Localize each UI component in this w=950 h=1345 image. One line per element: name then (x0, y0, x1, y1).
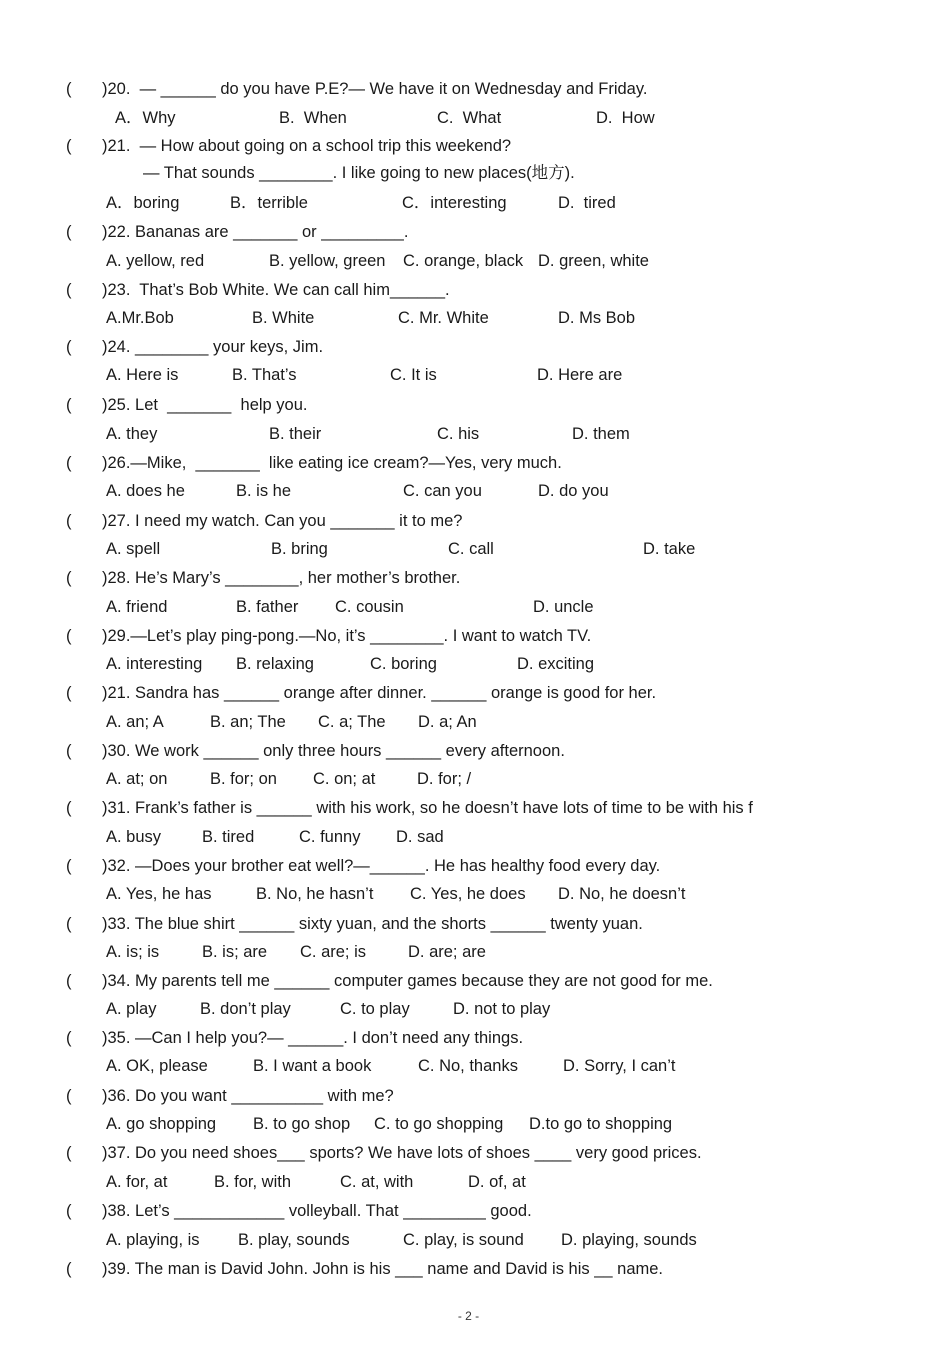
answer-bracket: ( (66, 281, 72, 299)
question-stem: )25. Let _______ help you. (102, 396, 308, 414)
option-b: B. is; are (202, 943, 268, 961)
answer-bracket: ( (66, 1260, 72, 1278)
question-34 (0, 970, 713, 992)
question-21-options (0, 192, 616, 214)
option-b: B. relaxing (236, 655, 314, 673)
question-20-options (0, 107, 655, 129)
option-b: B. tired (202, 828, 255, 846)
question-stem: )21. — How about going on a school trip this weekend? (102, 137, 512, 155)
option-c: C. his (437, 425, 480, 443)
option-c: C. at, with (340, 1173, 414, 1191)
answer-bracket: ( (66, 137, 72, 155)
option-a: A. does he (106, 482, 185, 500)
question-35 (0, 1027, 524, 1049)
option-a: A. Yes, he has (106, 885, 212, 903)
option-b: B. play, sounds (238, 1231, 350, 1249)
answer-bracket: ( (66, 338, 72, 356)
question-32-options (0, 883, 686, 905)
question-32 (0, 855, 661, 877)
question-35-options (0, 1055, 676, 1077)
option-d: D. are; are (408, 943, 486, 961)
question-stem: )30. We work ______ only three hours ______ every afternoon. (102, 742, 565, 760)
option-b: B. That’s (232, 366, 297, 384)
answer-bracket: ( (66, 1202, 72, 1220)
question-stem: )27. I need my watch. Can you _______ it to me? (102, 512, 463, 530)
option-a: A. an; A (106, 713, 164, 731)
answer-bracket: ( (66, 627, 72, 645)
option-c: C. play, is sound (403, 1231, 524, 1249)
option-c: C. funny (299, 828, 361, 846)
option-a: A. OK, please (106, 1057, 208, 1075)
question-stem: )29.—Let’s play ping-pong.—No, it’s ________. I want to watch TV. (102, 627, 592, 645)
option-a: A．boring (106, 194, 180, 212)
question-stem: )34. My parents tell me ______ computer games because they are not good for me. (102, 972, 713, 990)
question-28 (0, 567, 461, 589)
question-36 (0, 1085, 394, 1107)
answer-bracket: ( (66, 1029, 72, 1047)
option-b: B. an; The (210, 713, 286, 731)
option-c: C. boring (370, 655, 437, 673)
option-d: D. green, white (538, 252, 649, 270)
question-36-options (0, 1113, 673, 1135)
answer-bracket: ( (66, 742, 72, 760)
option-d: D. tired (558, 194, 616, 212)
option-a: A.Mr.Bob (106, 309, 174, 327)
option-b: B. No, he hasn’t (256, 885, 374, 903)
question-stem: )22. Bananas are _______ or _________. (102, 223, 409, 241)
question-31-options (0, 826, 444, 848)
answer-bracket: ( (66, 972, 72, 990)
question-stem: )38. Let’s ____________ volleyball. That _________ good. (102, 1202, 532, 1220)
question-stem: )33. The blue shirt ______ sixty yuan, and the shorts ______ twenty yuan. (102, 915, 643, 933)
option-a: A. spell (106, 540, 161, 558)
question-30 (0, 740, 565, 762)
option-b: B. don’t play (200, 1000, 291, 1018)
option-d: D. No, he doesn’t (558, 885, 686, 903)
option-d: D. do you (538, 482, 609, 500)
option-d: D. take (643, 540, 696, 558)
question-25-options (0, 423, 630, 445)
option-c: C. can you (403, 482, 482, 500)
option-c: C. are; is (300, 943, 367, 961)
question-29 (0, 625, 592, 647)
option-c: C. call (448, 540, 494, 558)
option-c: C. No, thanks (418, 1057, 518, 1075)
answer-bracket: ( (66, 857, 72, 875)
answer-bracket: ( (66, 512, 72, 530)
answer-bracket: ( (66, 1087, 72, 1105)
question-25 (0, 394, 308, 416)
option-d: D. of, at (468, 1173, 526, 1191)
option-d: D. sad (396, 828, 444, 846)
question-27 (0, 510, 463, 532)
option-a: A. play (106, 1000, 157, 1018)
answer-bracket: ( (66, 454, 72, 472)
option-d: D. not to play (453, 1000, 551, 1018)
page-number: - 2 - (457, 1309, 480, 1323)
option-b: B. I want a book (253, 1057, 372, 1075)
option-d: D. uncle (533, 598, 594, 616)
question-28-options (0, 596, 594, 618)
question-stem: )26.—Mike, _______ like eating ice cream?—Yes, very much. (102, 454, 562, 472)
question-33-options (0, 941, 486, 963)
answer-bracket: ( (66, 915, 72, 933)
question-21b-options (0, 711, 477, 733)
option-b: B. to go shop (253, 1115, 351, 1133)
question-21b (0, 682, 657, 704)
question-stem: )31. Frank’s father is ______ with his work, so he doesn’t have lots of time to be with his f (102, 799, 753, 817)
option-d: D. a; An (418, 713, 477, 731)
option-b: B. their (269, 425, 322, 443)
option-a: A. yellow, red (106, 252, 205, 270)
question-stem: )32. —Does your brother eat well?—______. He has healthy food every day. (102, 857, 661, 875)
question-23-options (0, 307, 636, 329)
option-d: D. playing, sounds (561, 1231, 697, 1249)
question-stem: )21. Sandra has ______ orange after dinner. ______ orange is good for her. (102, 684, 657, 702)
option-b: B．terrible (230, 194, 308, 212)
question-stem: )39. The man is David John. John is his ___ name and David is his __ name. (102, 1260, 663, 1278)
option-b: B. is he (236, 482, 292, 500)
question-37 (0, 1142, 702, 1164)
question-38 (0, 1200, 532, 1222)
question-stem: )20. — ______ do you have P.E?— We have it on Wednesday and Friday. (102, 80, 648, 98)
answer-bracket: ( (66, 396, 72, 414)
option-c: C. What (437, 109, 502, 127)
question-34-options (0, 998, 551, 1020)
question-22 (0, 221, 409, 243)
answer-bracket: ( (66, 80, 72, 98)
option-a: A. friend (106, 598, 168, 616)
option-c: C. a; The (318, 713, 386, 731)
option-a: A. go shopping (106, 1115, 217, 1133)
answer-bracket: ( (66, 1144, 72, 1162)
question-stem-continued: — That sounds ________. I like going to new places(地方). (143, 164, 575, 182)
option-d: D.to go to shopping (529, 1115, 673, 1133)
option-c: C．interesting (402, 194, 507, 212)
question-stem: )24. ________ your keys, Jim. (102, 338, 324, 356)
option-c: C. cousin (335, 598, 404, 616)
question-29-options (0, 653, 595, 675)
option-c: C. to play (340, 1000, 410, 1018)
option-a: A. Here is (106, 366, 179, 384)
option-a: A. playing, is (106, 1231, 200, 1249)
question-20 (0, 78, 648, 100)
question-stem: )28. He’s Mary’s ________, her mother’s brother. (102, 569, 461, 587)
option-b: B. for; on (210, 770, 277, 788)
option-b: B. When (279, 109, 347, 127)
question-stem: )37. Do you need shoes___ sports? We have lots of shoes ____ very good prices. (102, 1144, 702, 1162)
question-24-options (0, 364, 623, 386)
option-b: B. father (236, 598, 299, 616)
option-d: D. for; / (417, 770, 472, 788)
option-b: B. White (252, 309, 315, 327)
option-b: B. yellow, green (269, 252, 386, 270)
option-d: D. Ms Bob (558, 309, 636, 327)
option-d: D. exciting (517, 655, 595, 673)
question-21-stem-2 (0, 162, 575, 184)
option-b: B. for, with (214, 1173, 292, 1191)
question-21 (0, 135, 512, 157)
option-a: A．Why (115, 109, 176, 127)
answer-bracket: ( (66, 684, 72, 702)
option-c: C. Yes, he does (410, 885, 526, 903)
option-c: C. to go shopping (374, 1115, 504, 1133)
answer-bracket: ( (66, 569, 72, 587)
option-d: D. Here are (537, 366, 623, 384)
option-c: C. on; at (313, 770, 376, 788)
question-30-options (0, 768, 472, 790)
question-31 (0, 797, 753, 819)
question-stem: )36. Do you want __________ with me? (102, 1087, 394, 1105)
question-stem: )23. That’s Bob White. We can call him______. (102, 281, 450, 299)
question-37-options (0, 1171, 526, 1193)
option-a: A. is; is (106, 943, 160, 961)
question-23 (0, 279, 450, 301)
question-39 (0, 1258, 663, 1280)
question-33 (0, 913, 643, 935)
option-d: D. How (596, 109, 655, 127)
question-22-options (0, 250, 649, 272)
option-a: A. interesting (106, 655, 203, 673)
answer-bracket: ( (66, 799, 72, 817)
question-38-options (0, 1229, 697, 1251)
question-stem: )35. —Can I help you?— ______. I don’t need any things. (102, 1029, 524, 1047)
answer-bracket: ( (66, 223, 72, 241)
option-a: A. they (106, 425, 158, 443)
question-27-options (0, 538, 696, 560)
question-26-options (0, 480, 609, 502)
option-c: C. orange, black (403, 252, 524, 270)
option-d: D. Sorry, I can’t (563, 1057, 676, 1075)
option-a: A. at; on (106, 770, 168, 788)
option-a: A. busy (106, 828, 162, 846)
question-24 (0, 336, 324, 358)
option-d: D. them (572, 425, 630, 443)
option-a: A. for, at (106, 1173, 168, 1191)
question-26 (0, 452, 562, 474)
option-c: C. It is (390, 366, 437, 384)
option-c: C. Mr. White (398, 309, 489, 327)
option-b: B. bring (271, 540, 328, 558)
